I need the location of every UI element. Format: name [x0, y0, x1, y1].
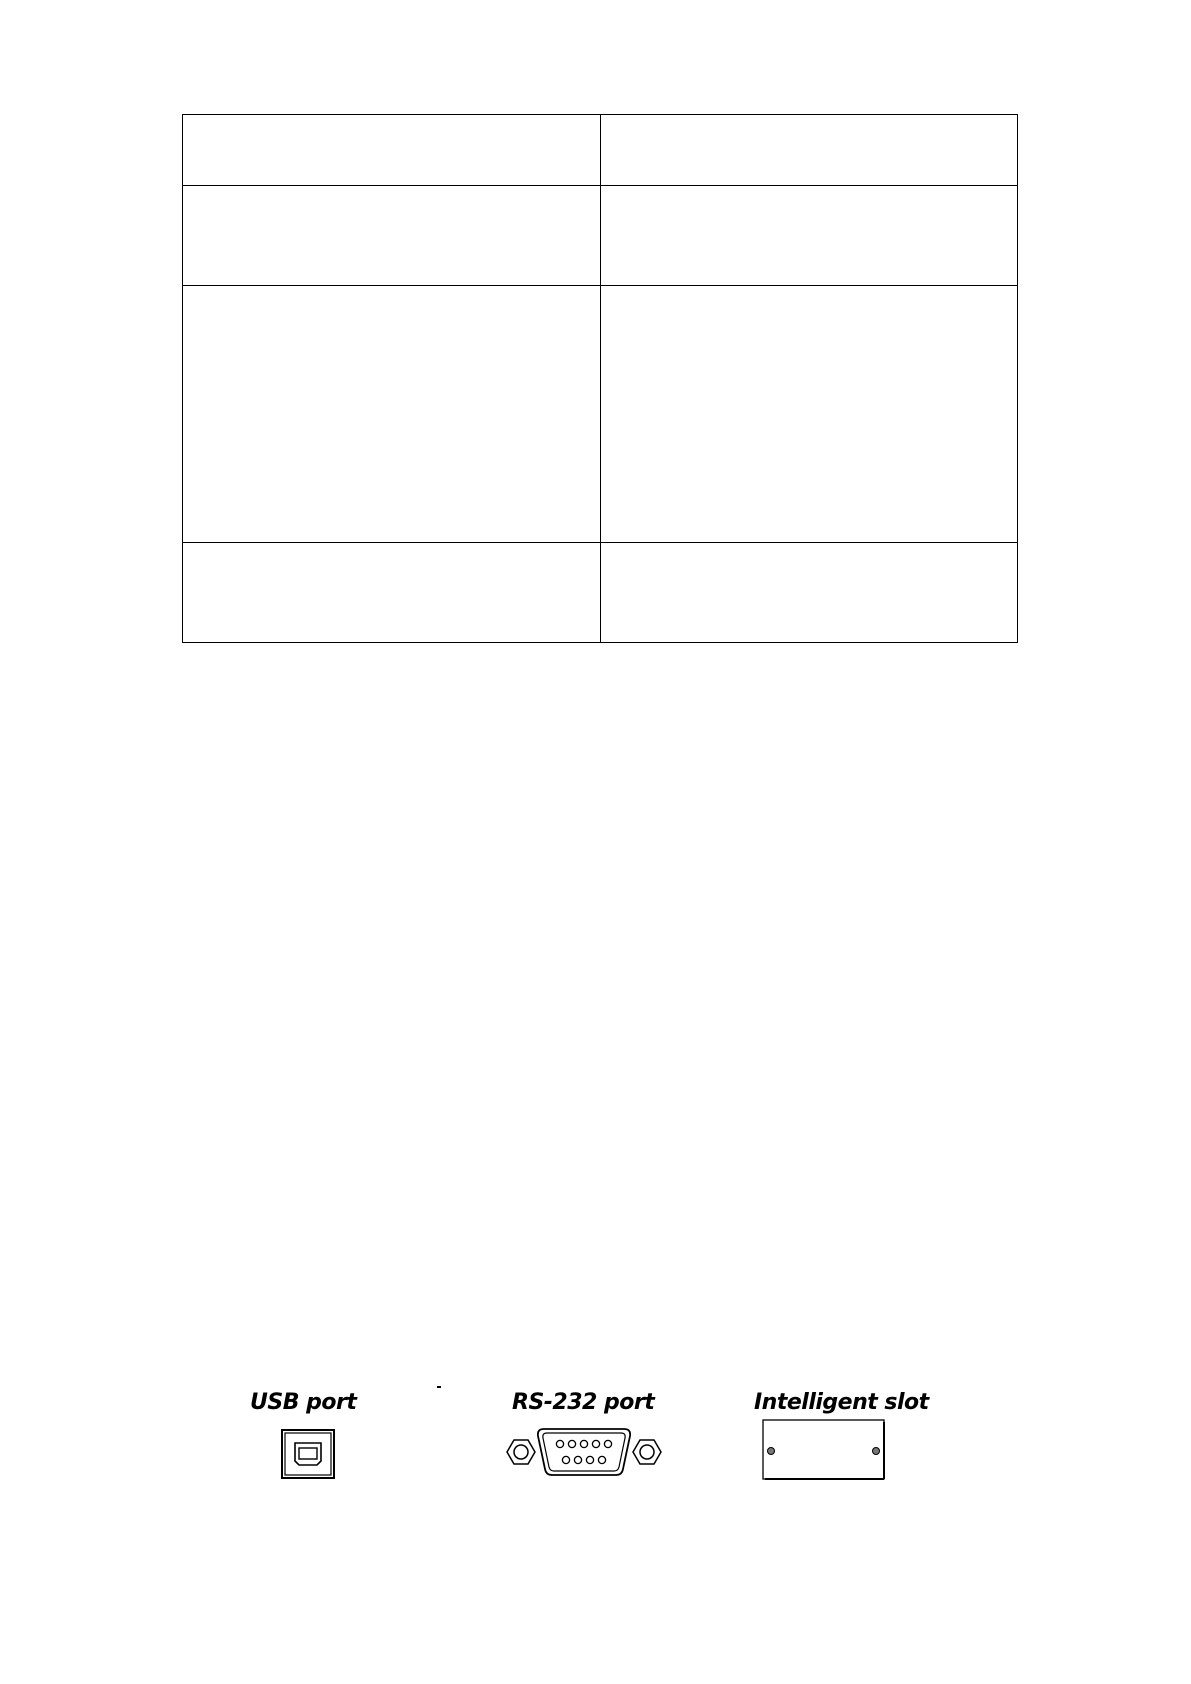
table-cell	[183, 186, 601, 286]
table-cell	[183, 115, 601, 186]
table-row	[183, 543, 1018, 643]
dash-mark	[437, 1386, 441, 1388]
table-cell	[183, 543, 601, 643]
table-row	[183, 186, 1018, 286]
table-cell	[183, 286, 601, 543]
table-cell	[600, 286, 1018, 543]
table-cell	[600, 115, 1018, 186]
table-cell	[600, 186, 1018, 286]
rs232-port-label: RS-232 port	[512, 1390, 655, 1415]
db9-serial-port-icon	[504, 1424, 664, 1480]
usb-b-port-icon	[281, 1429, 335, 1479]
spec-table	[182, 114, 1018, 643]
intelligent-slot-label: Intelligent slot	[754, 1390, 929, 1415]
intelligent-slot-cover-icon	[762, 1419, 886, 1481]
table-row	[183, 286, 1018, 543]
table-cell	[600, 543, 1018, 643]
usb-port-label: USB port	[250, 1390, 357, 1415]
table-row	[183, 115, 1018, 186]
